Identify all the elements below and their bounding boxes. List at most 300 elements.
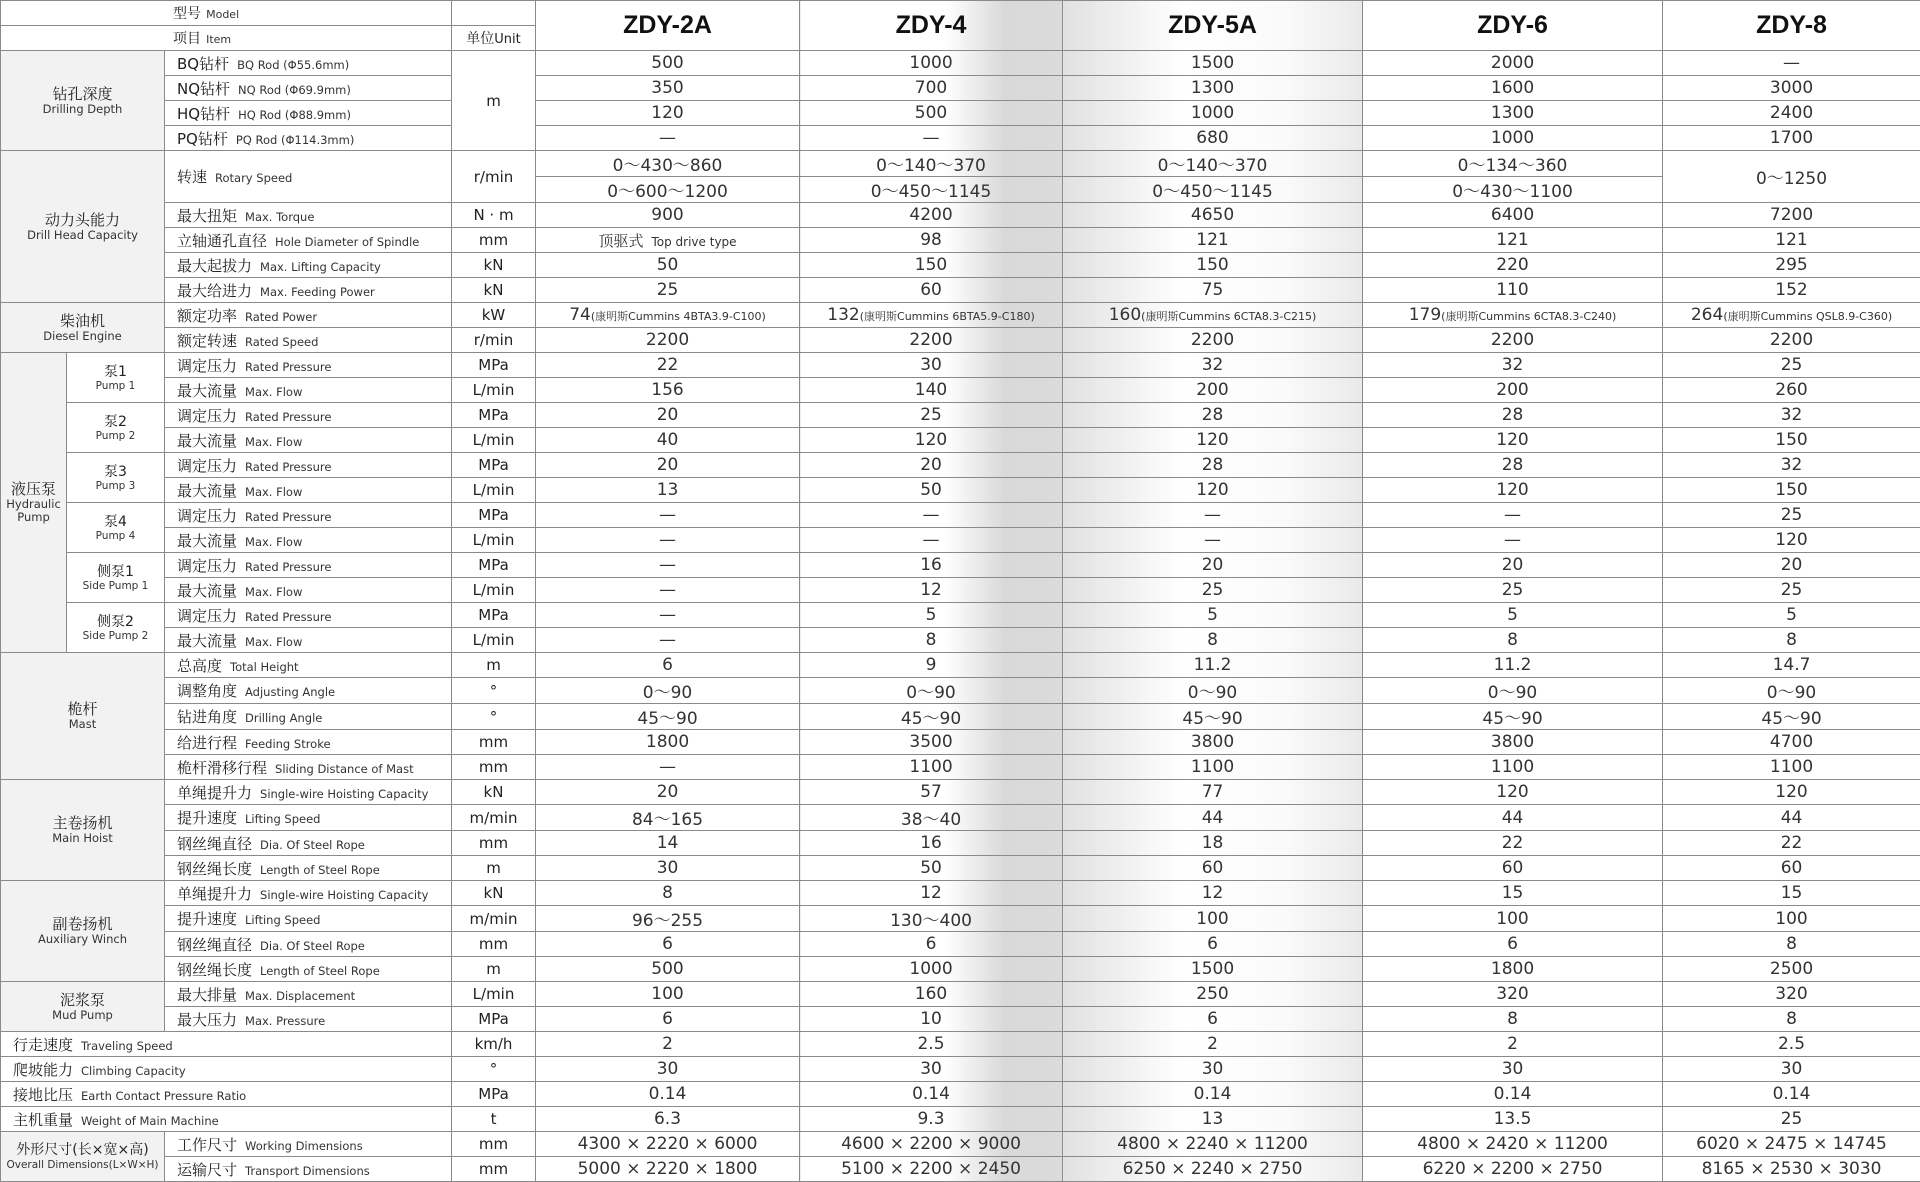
model-zdy-8: [1663, 1, 1920, 51]
item-en: Drilling Angle: [245, 711, 322, 725]
value-cell: 0～90: [1663, 678, 1920, 704]
category-label: [1, 780, 165, 881]
item-cn: 最大流量: [177, 582, 237, 600]
value-cell: 250: [1063, 982, 1363, 1007]
item-label: [165, 378, 452, 403]
value-cell: 20: [536, 780, 800, 805]
table-row: [1, 603, 1920, 628]
value-cell: —: [536, 553, 800, 578]
item-label-cn: 项目: [173, 31, 201, 47]
value-cell: 0～430～860: [536, 151, 800, 177]
item-cn: PQ钻杆: [177, 130, 228, 148]
table-row: [1, 1032, 1920, 1057]
value-cell: —: [536, 503, 800, 528]
value-en: Top drive type: [651, 235, 736, 249]
unit-cell: kN: [452, 253, 536, 278]
item-en: Dia. Of Steel Rope: [260, 838, 365, 852]
table-row: [1, 228, 1920, 253]
item-en: Rated Speed: [245, 335, 318, 349]
item-en: Rated Pressure: [245, 410, 331, 424]
table-row: [1, 932, 1920, 957]
item-en: Lifting Speed: [245, 913, 320, 927]
value-cell: 700: [800, 76, 1063, 101]
value-cell: 0～450～1145: [1063, 177, 1363, 203]
pump-cn: 泵1: [67, 364, 164, 380]
category-en: Overall Dimensions(L×W×H): [1, 1159, 164, 1172]
value-cell: —: [1663, 51, 1920, 76]
item-en: Max. Displacement: [245, 989, 355, 1003]
item-label: [165, 253, 452, 278]
value-cell: [536, 303, 800, 328]
value-cell: 121: [1363, 228, 1663, 253]
value-cell: 45～90: [536, 704, 800, 730]
table-row: [1, 653, 1920, 678]
value-cell: 9: [800, 653, 1063, 678]
value-cell: 98: [800, 228, 1063, 253]
item-cn: 钢丝绳直径: [177, 835, 252, 853]
value-cell: 6: [1063, 1007, 1363, 1032]
value-cell: 0～140～370: [1063, 151, 1363, 177]
category-en: Diesel Engine: [1, 330, 164, 343]
table-row: [1, 553, 1920, 578]
unit-cell: MPa: [452, 603, 536, 628]
item-cn: 爬坡能力: [13, 1061, 73, 1079]
value-cell: 4650: [1063, 203, 1363, 228]
item-label: [165, 101, 452, 126]
model-name: ZDY-8: [1756, 11, 1827, 39]
value-cell: 12: [1063, 881, 1363, 906]
value-cell: —: [800, 126, 1063, 151]
value-cell: 18: [1063, 831, 1363, 856]
unit-cell: r/min: [452, 151, 536, 203]
pump-en: Side Pump 2: [67, 630, 164, 642]
category-en: Drilling Depth: [1, 103, 164, 116]
category-cn: 桅杆: [1, 701, 164, 718]
model-zdy-2a: [536, 1, 800, 51]
value-cell: 32: [1363, 353, 1663, 378]
value-cell: 150: [1663, 478, 1920, 503]
item-en: NQ Rod (Φ69.9mm): [238, 83, 351, 97]
unit-cell: L/min: [452, 478, 536, 503]
value-cell: 2.5: [1663, 1032, 1920, 1057]
table-row: [1, 1082, 1920, 1107]
category-label: [1, 51, 165, 151]
item-cn: 总高度: [177, 657, 222, 675]
unit-cell: MPa: [452, 353, 536, 378]
value-cell: 8: [1363, 1007, 1663, 1032]
item-en: Max. Flow: [245, 385, 302, 399]
item-label: [165, 653, 452, 678]
value-cell: 25: [800, 403, 1063, 428]
pump-en: Pump 2: [67, 430, 164, 442]
table-row: [1, 628, 1920, 653]
item-label: [1, 1032, 452, 1057]
table-row: [1, 1132, 1920, 1157]
category-label: [1, 653, 165, 780]
item-label: [165, 1132, 452, 1157]
category-label: [1, 353, 67, 653]
item-cn: 最大给进力: [177, 282, 252, 300]
value-cell: 2500: [1663, 957, 1920, 982]
unit-cell: mm: [452, 831, 536, 856]
value-cell: 22: [536, 353, 800, 378]
value-cell: 2200: [800, 328, 1063, 353]
value-cell: 5100 × 2200 × 2450: [800, 1157, 1063, 1182]
item-en: Lifting Speed: [245, 812, 320, 826]
item-label: [165, 278, 452, 303]
value-cell: 4300 × 2220 × 6000: [536, 1132, 800, 1157]
engine-note: (康明斯Cummins 6CTA8.3-C240): [1441, 310, 1616, 323]
unit-cell: mm: [452, 228, 536, 253]
table-row: [1, 1107, 1920, 1132]
table-row: [1, 478, 1920, 503]
value-cell: 0～90: [1363, 678, 1663, 704]
item-en: Single-wire Hoisting Capacity: [260, 787, 428, 801]
value-cell: 10: [800, 1007, 1063, 1032]
value-cell: 30: [800, 1057, 1063, 1082]
value-cell: —: [1063, 503, 1363, 528]
value-cell: 22: [1363, 831, 1663, 856]
table-row: [1, 303, 1920, 328]
item-en: Working Dimensions: [245, 1139, 363, 1153]
unit-cell: mm: [452, 755, 536, 780]
item-en: Rated Pressure: [245, 510, 331, 524]
value-cell: 77: [1063, 780, 1363, 805]
value-cell: 0.14: [536, 1082, 800, 1107]
value-cell: 28: [1363, 403, 1663, 428]
item-label: [165, 503, 452, 528]
table-row: [1, 856, 1920, 881]
value-cell: 6220 × 2200 × 2750: [1363, 1157, 1663, 1182]
value-cell: 0～430～1100: [1363, 177, 1663, 203]
unit-cell: MPa: [452, 403, 536, 428]
table-row: [1, 353, 1920, 378]
value-cell: 4200: [800, 203, 1063, 228]
value-cell: 6: [800, 932, 1063, 957]
value-cell: 1000: [800, 957, 1063, 982]
value-cell: 60: [1363, 856, 1663, 881]
value-cell: 45～90: [1663, 704, 1920, 730]
value-cell: 16: [800, 553, 1063, 578]
pump-cn: 泵2: [67, 414, 164, 430]
value-cell: 2200: [1063, 328, 1363, 353]
value-cell: [1663, 303, 1920, 328]
value-cell: 2000: [1363, 51, 1663, 76]
pump-en: Pump 1: [67, 380, 164, 392]
unit-cell: m: [452, 957, 536, 982]
engine-note: (康明斯Cummins 6BTA5.9-C180): [860, 310, 1035, 323]
item-cn: 提升速度: [177, 809, 237, 827]
unit-cell: L/min: [452, 528, 536, 553]
value-cell: 2400: [1663, 101, 1920, 126]
value-cell: 38～40: [800, 805, 1063, 831]
item-label: [165, 856, 452, 881]
item-cn: 转速: [177, 168, 207, 186]
item-cn: 桅杆滑移行程: [177, 759, 267, 777]
value-cell: 57: [800, 780, 1063, 805]
category-cn: 动力头能力: [1, 212, 164, 229]
item-label: [165, 780, 452, 805]
unit-cell: kN: [452, 780, 536, 805]
value-cell: 320: [1663, 982, 1920, 1007]
value-cell: 1600: [1363, 76, 1663, 101]
value-cell: 4600 × 2200 × 9000: [800, 1132, 1063, 1157]
value-cell: 28: [1363, 453, 1663, 478]
item-en: Max. Flow: [245, 535, 302, 549]
value-cell: 1100: [1663, 755, 1920, 780]
value-cell: 32: [1663, 453, 1920, 478]
item-cn: 提升速度: [177, 910, 237, 928]
value-cell: 1800: [1363, 957, 1663, 982]
table-row: [1, 278, 1920, 303]
item-label: [165, 428, 452, 453]
item-cn: 单绳提升力: [177, 885, 252, 903]
value-cell: 156: [536, 378, 800, 403]
item-cn: 钢丝绳直径: [177, 936, 252, 954]
value-cell: 5000 × 2220 × 1800: [536, 1157, 800, 1182]
value-cell: 6: [536, 1007, 800, 1032]
model-zdy-4: [800, 1, 1063, 51]
value-cell: —: [536, 755, 800, 780]
value-cell: 150: [800, 253, 1063, 278]
value-cell: 7200: [1663, 203, 1920, 228]
item-en: Weight of Main Machine: [81, 1114, 219, 1128]
item-label: [165, 528, 452, 553]
table-row: [1, 503, 1920, 528]
value-cell: 96～255: [536, 906, 800, 932]
value-cell: 11.2: [1063, 653, 1363, 678]
value-cell: 45～90: [800, 704, 1063, 730]
model-name: ZDY-2A: [623, 11, 712, 39]
value-cell: 12: [800, 578, 1063, 603]
item-cn: 调定压力: [177, 357, 237, 375]
table-row: [1, 51, 1920, 76]
table-row: [1, 126, 1920, 151]
item-cn: 钻进角度: [177, 708, 237, 726]
item-label: [165, 51, 452, 76]
value-cell: 120: [1063, 478, 1363, 503]
value-cell: 30: [1663, 1057, 1920, 1082]
item-cn: 工作尺寸: [177, 1136, 237, 1154]
item-cn: 最大排量: [177, 986, 237, 1004]
value-cell: 120: [1063, 428, 1363, 453]
value-cell: 8165 × 2530 × 3030: [1663, 1157, 1920, 1182]
table-row: [1, 1057, 1920, 1082]
value-cell: 150: [1063, 253, 1363, 278]
category-cn: 液压泵: [1, 481, 66, 498]
value-cell: 8: [1363, 628, 1663, 653]
item-en: Traveling Speed: [81, 1039, 173, 1053]
item-cn: 调整角度: [177, 682, 237, 700]
value-cell: 16: [800, 831, 1063, 856]
table-row: [1, 328, 1920, 353]
item-cn: 钢丝绳长度: [177, 961, 252, 979]
item-cn: 调定压力: [177, 507, 237, 525]
item-en: Max. Feeding Power: [260, 285, 375, 299]
table-row: [1, 780, 1920, 805]
value-cell: 8: [1663, 932, 1920, 957]
unit-cell: L/min: [452, 982, 536, 1007]
item-cn: 钢丝绳长度: [177, 860, 252, 878]
value-cell: 8: [1663, 1007, 1920, 1032]
pump-cn: 泵3: [67, 464, 164, 480]
item-label: [165, 755, 452, 780]
value-cell: 900: [536, 203, 800, 228]
power-value: 179: [1409, 305, 1441, 325]
item-cn: 最大流量: [177, 532, 237, 550]
value-cell: 2200: [536, 328, 800, 353]
item-cn: 立轴通孔直径: [177, 232, 267, 250]
value-cell: 1100: [1063, 755, 1363, 780]
value-cell: 6: [536, 932, 800, 957]
value-cell: 320: [1363, 982, 1663, 1007]
value-cell: [536, 228, 800, 253]
item-en: Rated Pressure: [245, 460, 331, 474]
item-label: [165, 730, 452, 755]
pump-en: Pump 4: [67, 530, 164, 542]
item-label: [165, 932, 452, 957]
table-row: [1, 203, 1920, 228]
item-cn: 行走速度: [13, 1036, 73, 1054]
item-cn: 最大起拔力: [177, 257, 252, 275]
value-cell: —: [536, 528, 800, 553]
item-en: Transport Dimensions: [245, 1164, 370, 1178]
unit-cell: m/min: [452, 906, 536, 932]
value-cell: 0～140～370: [800, 151, 1063, 177]
unit-cell: N · m: [452, 203, 536, 228]
value-cell: 8: [536, 881, 800, 906]
value-cell: 2: [1363, 1032, 1663, 1057]
power-value: 160: [1109, 305, 1141, 325]
item-cn: 额定转速: [177, 332, 237, 350]
value-cell: 32: [1063, 353, 1363, 378]
value-cell: 220: [1363, 253, 1663, 278]
value-cell: 2200: [1363, 328, 1663, 353]
item-en: Climbing Capacity: [81, 1064, 186, 1078]
pump-en: Side Pump 1: [67, 580, 164, 592]
value-cell: 120: [1363, 478, 1663, 503]
value-cell: 350: [536, 76, 800, 101]
item-cn: 最大流量: [177, 632, 237, 650]
value-cell: 2200: [1663, 328, 1920, 353]
item-label: [165, 982, 452, 1007]
value-cn: 顶驱式: [598, 232, 643, 250]
value-cell: 13: [536, 478, 800, 503]
item-cn: 最大流量: [177, 382, 237, 400]
value-cell: 8: [1663, 628, 1920, 653]
category-en: Drill Head Capacity: [1, 229, 164, 242]
unit-cell: r/min: [452, 328, 536, 353]
pump-label: [67, 553, 165, 603]
item-en: Hole Diameter of Spindle: [275, 235, 419, 249]
table-row: [1, 704, 1920, 730]
value-cell: 12: [800, 881, 1063, 906]
value-cell: 120: [800, 428, 1063, 453]
unit-cell: MPa: [452, 503, 536, 528]
category-label: [1, 303, 165, 353]
model-name: ZDY-4: [896, 11, 967, 39]
item-cn: 最大流量: [177, 482, 237, 500]
item-en: Max. Torque: [245, 210, 314, 224]
unit-cell: MPa: [452, 453, 536, 478]
model-zdy-5a: [1063, 1, 1363, 51]
unit-cell: m: [452, 51, 536, 151]
item-en: Max. Flow: [245, 585, 302, 599]
value-cell: 30: [1063, 1057, 1363, 1082]
table-row: [1, 1007, 1920, 1032]
value-cell: 20: [800, 453, 1063, 478]
category-label: [1, 881, 165, 982]
value-cell: [800, 303, 1063, 328]
unit-cell: mm: [452, 1132, 536, 1157]
item-cn: 调定压力: [177, 407, 237, 425]
item-en: Rated Pressure: [245, 610, 331, 624]
item-label: [165, 578, 452, 603]
value-cell: 5: [1663, 603, 1920, 628]
table-row: [1, 755, 1920, 780]
item-en: Feeding Stroke: [245, 737, 331, 751]
value-cell: 100: [536, 982, 800, 1007]
value-cell: 22: [1663, 831, 1920, 856]
value-cell: —: [1363, 528, 1663, 553]
value-cell: 110: [1363, 278, 1663, 303]
value-cell: 20: [1663, 553, 1920, 578]
pump-label: [67, 603, 165, 653]
value-cell: 30: [800, 353, 1063, 378]
table-row: [1, 831, 1920, 856]
item-en: Rated Pressure: [245, 560, 331, 574]
value-cell: —: [536, 126, 800, 151]
unit-cell: L/min: [452, 378, 536, 403]
value-cell: 0.14: [1063, 1082, 1363, 1107]
item-label: [165, 1007, 452, 1032]
item-label: [1, 1082, 452, 1107]
value-cell: 2: [1063, 1032, 1363, 1057]
item-en: Rotary Speed: [215, 171, 292, 185]
unit-cell: kN: [452, 278, 536, 303]
table-row: [1, 957, 1920, 982]
unit-cell: m: [452, 856, 536, 881]
value-cell: 15: [1363, 881, 1663, 906]
category-en: Auxiliary Winch: [1, 933, 164, 946]
value-cell: —: [800, 503, 1063, 528]
value-cell: 3000: [1663, 76, 1920, 101]
model-label-en: Model: [206, 8, 239, 21]
value-cell: 4800 × 2420 × 11200: [1363, 1132, 1663, 1157]
value-cell: 2.5: [800, 1032, 1063, 1057]
item-en: Max. Flow: [245, 485, 302, 499]
value-cell: 14.7: [1663, 653, 1920, 678]
table-row: [1, 403, 1920, 428]
value-cell: 6020 × 2475 × 14745: [1663, 1132, 1920, 1157]
value-cell: 60: [1063, 856, 1363, 881]
item-cn: 单绳提升力: [177, 784, 252, 802]
value-cell: 45～90: [1363, 704, 1663, 730]
value-cell: —: [536, 578, 800, 603]
value-cell: 500: [536, 957, 800, 982]
value-cell: 8: [800, 628, 1063, 653]
item-en: Max. Flow: [245, 635, 302, 649]
table-row: [1, 428, 1920, 453]
item-cn: 调定压力: [177, 557, 237, 575]
item-cn: 运输尺寸: [177, 1161, 237, 1179]
value-cell: 3500: [800, 730, 1063, 755]
value-cell: 50: [536, 253, 800, 278]
value-cell: 25: [1663, 578, 1920, 603]
value-cell: 8: [1063, 628, 1363, 653]
value-cell: 6400: [1363, 203, 1663, 228]
value-cell: 30: [536, 1057, 800, 1082]
